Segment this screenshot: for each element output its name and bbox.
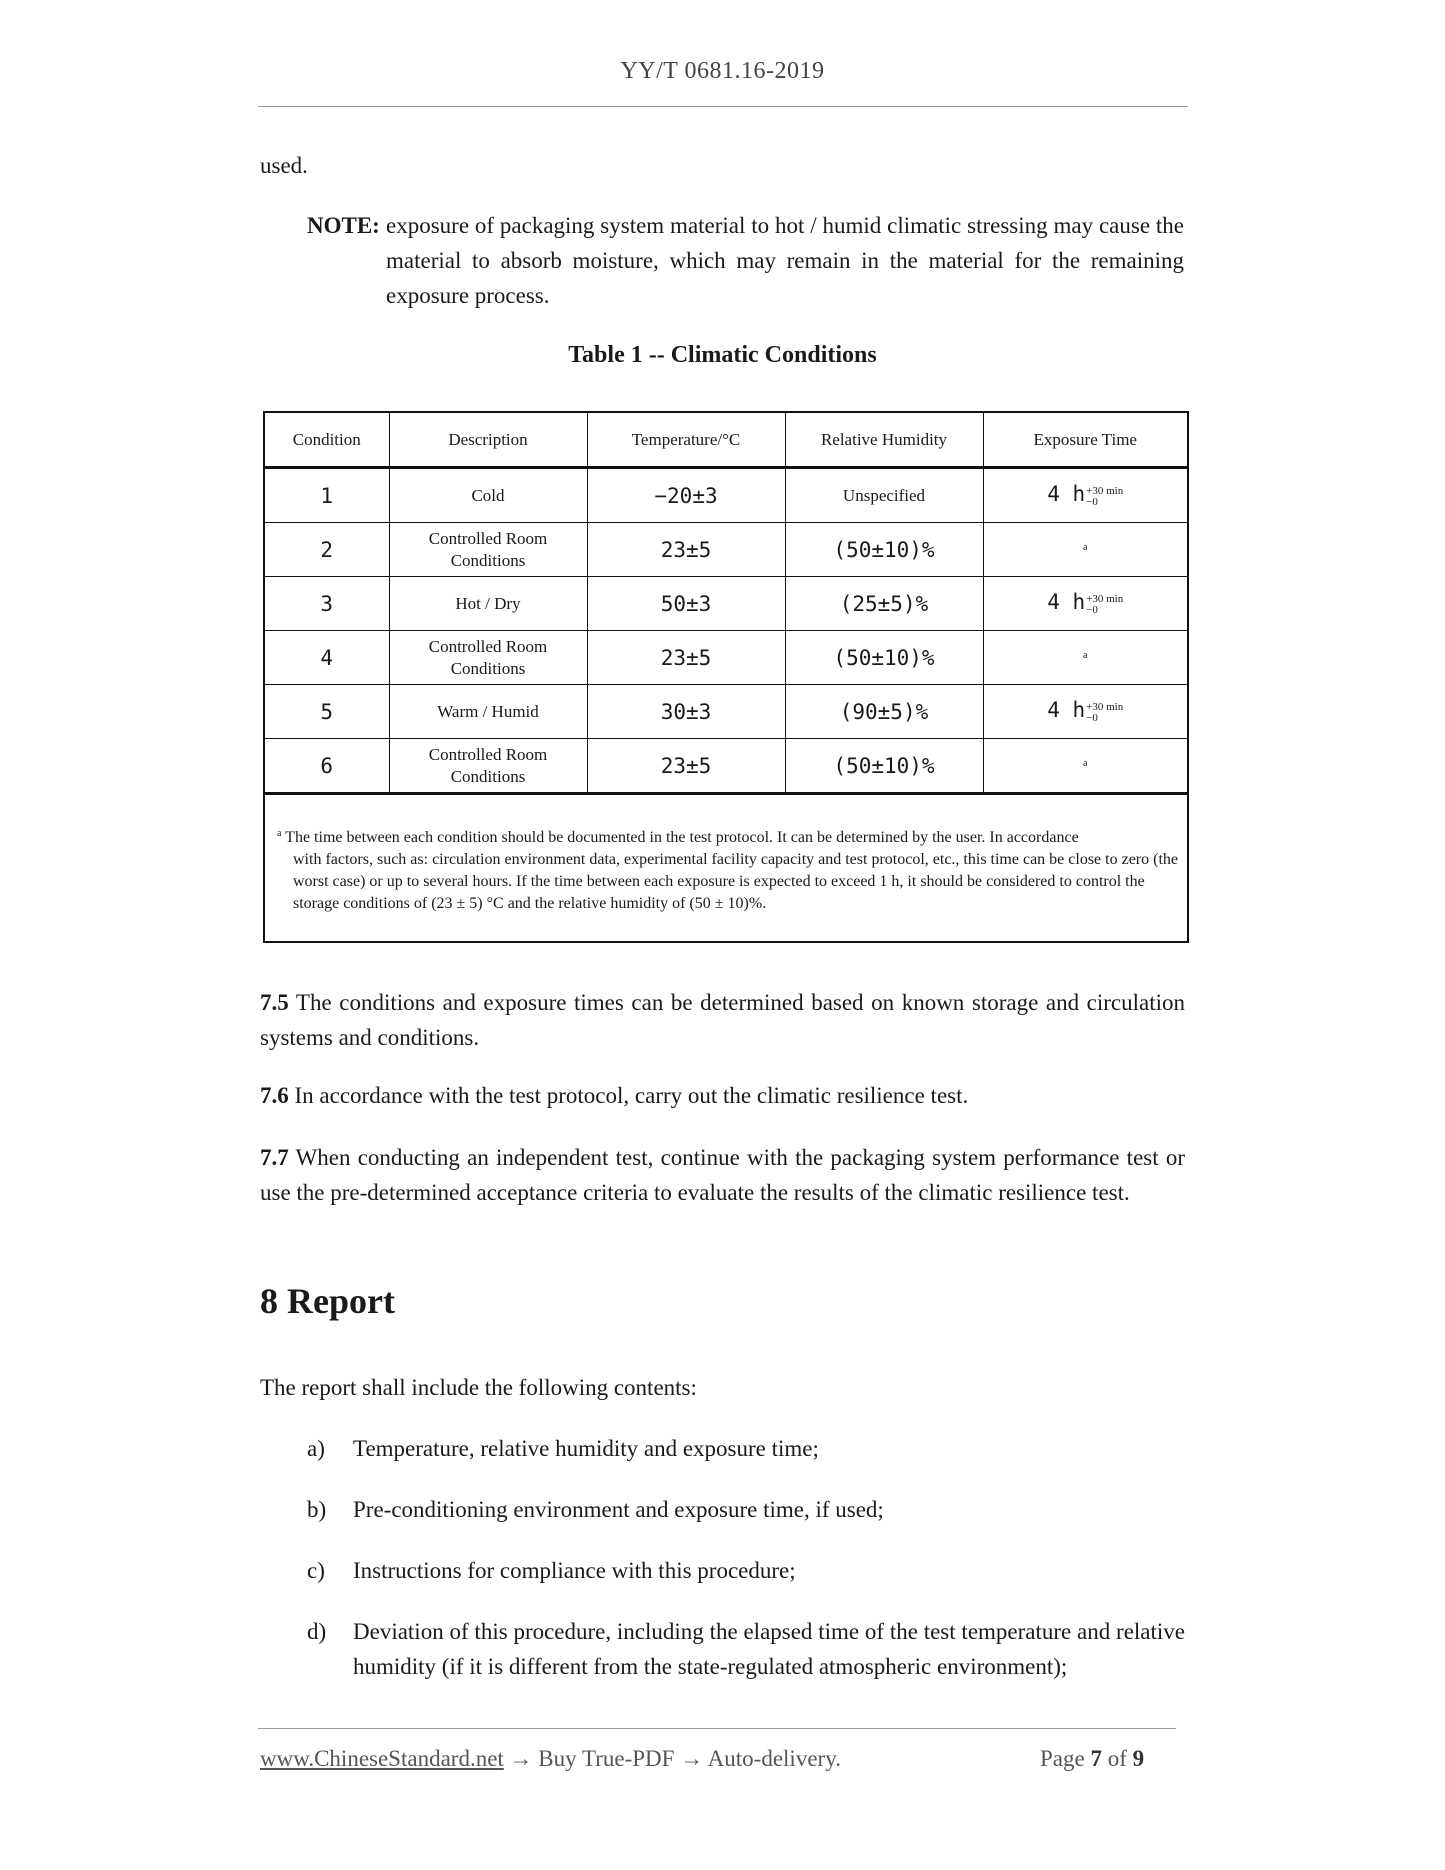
buy-text: Buy True-PDF xyxy=(538,1746,675,1771)
clause-number: 7.6 xyxy=(260,1083,289,1108)
cell-condition: 3 xyxy=(264,577,389,631)
table-row xyxy=(264,631,1188,685)
cell-humidity: Unspecified xyxy=(785,468,983,523)
cell-exposure xyxy=(983,577,1188,631)
cell-temperature: 30±3 xyxy=(587,685,785,739)
cell-humidity: (50±10)% xyxy=(785,739,983,794)
cell-temperature: 50±3 xyxy=(587,577,785,631)
header-exposure-time: Exposure Time xyxy=(983,412,1188,468)
exposure-lower: −0 xyxy=(1086,712,1098,725)
clause-number: 7.7 xyxy=(260,1145,289,1170)
cell-exposure xyxy=(983,468,1188,523)
exposure-tolerance xyxy=(1086,702,1123,724)
cell-humidity: (25±5)% xyxy=(785,577,983,631)
cell-exposure xyxy=(983,631,1188,685)
site-link[interactable]: www.ChineseStandard.net xyxy=(260,1746,504,1771)
table-row xyxy=(264,577,1188,631)
table-footnote xyxy=(264,794,1188,943)
note-text: exposure of packaging system material to hot / humid climatic stressing may cause the material to absorb moisture, which may remain in the material for the remaining exposure process. xyxy=(386,213,1184,308)
table-footnote-mark: a xyxy=(277,828,282,839)
exposure-tolerance xyxy=(1086,594,1123,616)
table-row xyxy=(264,685,1188,739)
clause-text: When conducting an independent test, continue with the packaging system performance test or use the pre-determined acceptance criteria to evaluate the results of the climatic resilience test. xyxy=(260,1145,1185,1205)
page-indicator xyxy=(1040,1746,1144,1772)
cell-exposure xyxy=(983,523,1188,577)
list-item xyxy=(307,1431,1185,1466)
clause-7-6 xyxy=(260,1078,1185,1113)
section-intro: The report shall include the following contents: xyxy=(260,1375,697,1400)
footnote-marker: a xyxy=(1083,650,1088,661)
table-footnote-row xyxy=(264,794,1188,943)
section-heading: 8 Report xyxy=(260,1281,395,1321)
arrow-icon: → xyxy=(509,1746,533,1771)
cell-exposure xyxy=(983,685,1188,739)
list-item xyxy=(307,1553,1185,1588)
footer-divider xyxy=(258,1728,1176,1729)
list-item-label: c) xyxy=(307,1558,325,1583)
intro-text: used. xyxy=(260,153,308,178)
cell-condition: 1 xyxy=(264,468,389,523)
cell-temperature: −20±3 xyxy=(587,468,785,523)
table-row xyxy=(264,523,1188,577)
clause-text: The conditions and exposure times can be determined based on known storage and circulation systems and conditions. xyxy=(260,990,1185,1050)
page-word: Page xyxy=(1040,1746,1085,1771)
cell-description: Warm / Humid xyxy=(389,685,587,739)
cell-description: Controlled Room Conditions xyxy=(389,739,587,794)
exposure-base: 4 h xyxy=(1047,481,1086,506)
cell-temperature: 23±5 xyxy=(587,631,785,685)
exposure-upper: +30 min xyxy=(1086,593,1124,606)
cell-humidity: (50±10)% xyxy=(785,631,983,685)
footer-promo xyxy=(260,1746,841,1772)
cell-description: Cold xyxy=(389,468,587,523)
exposure-lower: −0 xyxy=(1086,496,1098,509)
list-item-text: Temperature, relative humidity and exposure time; xyxy=(353,1436,819,1461)
table-title: Table 1 -- Climatic Conditions xyxy=(568,342,877,368)
header-divider xyxy=(258,106,1188,107)
header-temperature: Temperature/°C xyxy=(587,412,785,468)
exposure-upper: +30 min xyxy=(1086,701,1124,714)
list-item-label: b) xyxy=(307,1497,327,1522)
footnote-marker: a xyxy=(1083,542,1088,553)
cell-condition: 2 xyxy=(264,523,389,577)
climatic-conditions-table xyxy=(263,411,1189,943)
exposure-tolerance xyxy=(1086,486,1123,508)
cell-condition: 6 xyxy=(264,739,389,794)
document-id-header: YY/T 0681.16-2019 xyxy=(620,58,825,84)
cell-description: Hot / Dry xyxy=(389,577,587,631)
table-row xyxy=(264,739,1188,794)
page-number: 7 xyxy=(1090,1746,1102,1771)
cell-exposure xyxy=(983,739,1188,794)
header-condition: Condition xyxy=(264,412,389,468)
exposure-upper: +30 min xyxy=(1086,485,1124,498)
table-footnote-first-line: The time between each condition should be documented in the test protocol. It can be determined by the user. In accordance xyxy=(285,829,1079,846)
header-humidity: Relative Humidity xyxy=(785,412,983,468)
cell-description: Controlled Room Conditions xyxy=(389,523,587,577)
table-row xyxy=(264,468,1188,523)
note-label xyxy=(307,208,387,243)
list-item xyxy=(307,1614,1185,1684)
list-item xyxy=(307,1492,1185,1527)
footnote-marker: a xyxy=(1083,758,1088,769)
table-footnote-continuation: with factors, such as: circulation environment data, experimental facility capacity and test protocol, etc., this time can be close to zero (the worst case) or up to several hours. If the time between each exposure is expected to exceed 1 h, it should be considered to control the storage conditions of (23 ± 5) °C and the relative humidity of (50 ± 10)%. xyxy=(293,851,1179,912)
cell-humidity: (90±5)% xyxy=(785,685,983,739)
list-item-label: a) xyxy=(307,1436,325,1461)
exposure-base: 4 h xyxy=(1047,697,1086,722)
exposure-lower: −0 xyxy=(1086,604,1098,617)
clause-text: In accordance with the test protocol, carry out the climatic resilience test. xyxy=(294,1083,969,1108)
cell-temperature: 23±5 xyxy=(587,739,785,794)
header-description: Description xyxy=(389,412,587,468)
list-item-label: d) xyxy=(307,1619,327,1644)
cell-condition: 4 xyxy=(264,631,389,685)
list-item-text: Instructions for compliance with this procedure; xyxy=(353,1558,796,1583)
cell-description: Controlled Room Conditions xyxy=(389,631,587,685)
clause-number: 7.5 xyxy=(260,990,289,1015)
cell-condition: 5 xyxy=(264,685,389,739)
clause-7-5 xyxy=(260,985,1185,1055)
cell-humidity: (50±10)% xyxy=(785,523,983,577)
list-item-text: Pre-conditioning environment and exposure time, if used; xyxy=(353,1497,884,1522)
list-item-text: Deviation of this procedure, including the elapsed time of the test temperature and relative humidity (if it is different from the state-regulated atmospheric environment); xyxy=(353,1619,1185,1679)
arrow-icon: → xyxy=(680,1746,704,1771)
page-total: 9 xyxy=(1132,1746,1145,1771)
delivery-text: Auto-delivery. xyxy=(707,1746,841,1771)
clause-7-7 xyxy=(260,1140,1185,1210)
table-header-row xyxy=(264,412,1188,468)
exposure-base: 4 h xyxy=(1047,589,1086,614)
cell-temperature: 23±5 xyxy=(587,523,785,577)
of-word: of xyxy=(1107,1746,1127,1771)
note-label-text: NOTE: xyxy=(307,213,380,238)
